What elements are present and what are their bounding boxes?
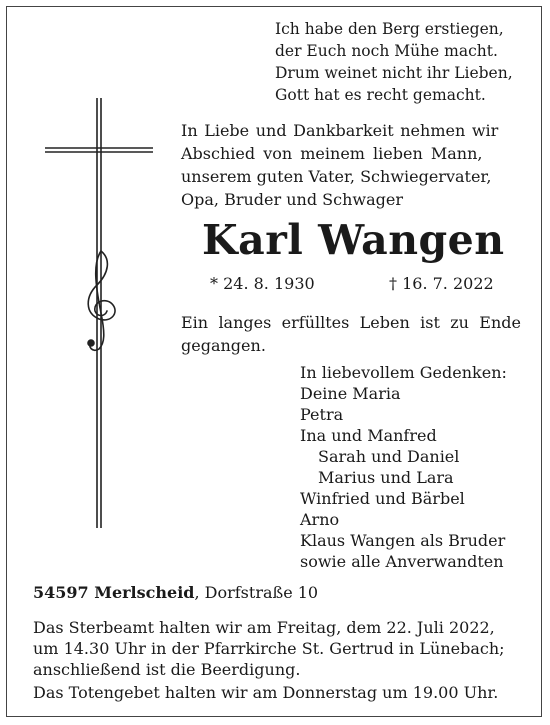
family-member: Deine Maria: [300, 384, 401, 403]
family-member: Klaus Wangen als Bruder: [300, 531, 506, 550]
life-statement: Ein langes erfülltes Leben ist zu Ende gegangen.: [181, 313, 521, 355]
deceased-name: Karl Wangen: [202, 216, 505, 264]
family-member: Ina und Manfred: [300, 426, 437, 445]
notice-line: anschließend ist die Beerdigung.: [33, 660, 301, 679]
notice-line: Das Sterbeamt halten wir am Freitag, dem 22. Juli 2022,: [33, 618, 495, 637]
death-date: † 16. 7. 2022: [389, 274, 494, 293]
prayer-line: Das Totengebet halten wir am Donnerstag um 19.00 Uhr.: [33, 683, 499, 702]
family-heading: In liebevollem Gedenken:: [300, 363, 507, 382]
address-street: , Dorfstraße 10: [194, 583, 319, 602]
birth-date: * 24. 8. 1930: [210, 274, 315, 293]
family-member: Sarah und Daniel: [318, 447, 460, 466]
poem-line: der Euch noch Mühe macht.: [275, 42, 498, 60]
intro-line: Opa, Bruder und Schwager: [181, 190, 403, 209]
family-member: sowie alle Anverwandten: [300, 552, 504, 571]
cross-with-treble-clef-icon: [45, 98, 155, 533]
address-zip-city: 54597 Merlscheid: [33, 583, 195, 602]
family-list: [300, 362, 507, 572]
poem: [275, 18, 513, 106]
family-member: Petra: [300, 405, 344, 424]
family-member: Arno: [300, 510, 340, 529]
family-member: Marius und Lara: [318, 468, 454, 487]
poem-line: Gott hat es recht gemacht.: [275, 86, 486, 104]
poem-line: Drum weinet nicht ihr Lieben,: [275, 64, 513, 82]
address: [33, 583, 318, 602]
funeral-notice: [33, 617, 523, 703]
intro-line: unserem guten Vater, Schwiegervater,: [181, 167, 492, 186]
intro-line: In Liebe und Dankbarkeit nehmen wir: [181, 121, 499, 140]
intro-line: Abschied von meinem lieben Mann,: [181, 144, 483, 163]
notice-line: um 14.30 Uhr in der Pfarrkirche St. Gertrud in Lünebach;: [33, 639, 505, 658]
intro-text: [181, 119, 521, 211]
poem-line: Ich habe den Berg erstiegen,: [275, 20, 504, 38]
family-member: Winfried und Bärbel: [300, 489, 465, 508]
